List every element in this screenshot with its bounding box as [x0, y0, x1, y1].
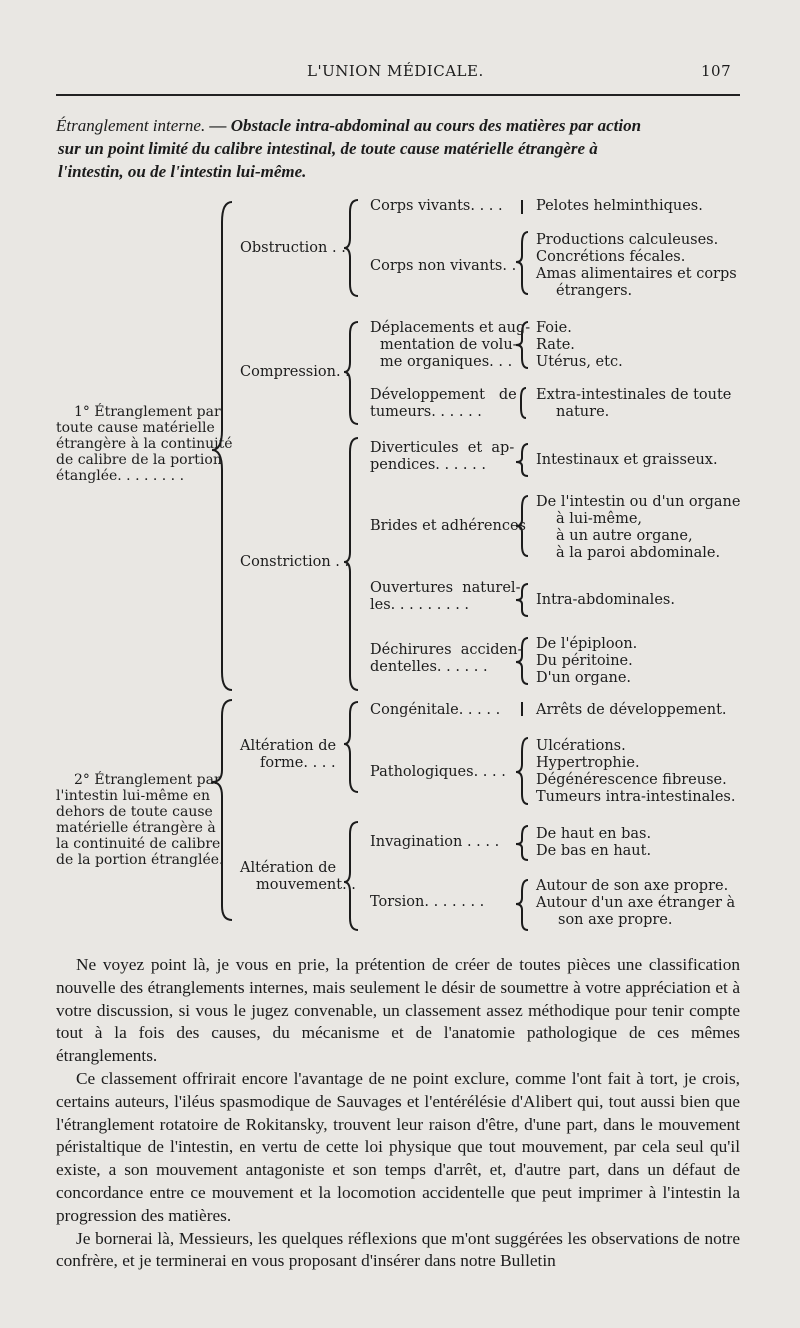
category-1-label — [56, 404, 233, 484]
patho-detail-line: Dégénérescence fibreuse. — [536, 772, 727, 788]
alteration-mouvement-line: mouvement. . — [256, 877, 356, 893]
brides-detail-line: à un autre organe, — [556, 528, 693, 544]
running-header-title: L'UNION MÉDICALE. — [307, 62, 484, 80]
compression-label: Compression. . — [240, 364, 350, 380]
ouvertures-line: les. . . . . . . . . — [370, 597, 470, 613]
extra-line: Extra-intestinales de toute — [536, 387, 732, 403]
alteration-mouvement-label — [240, 860, 356, 894]
diverticules-line: Diverticules et ap- — [370, 440, 515, 456]
invag-detail-line: De bas en haut. — [536, 843, 652, 859]
ouvertures-line: Ouvertures naturel- — [370, 580, 521, 596]
brides-detail-line: à la paroi abdominale. — [556, 545, 721, 561]
cat2-line: 2° Étranglement par — [74, 772, 221, 788]
dechirures-line: Déchirures acciden- — [370, 642, 523, 658]
paragraph-1: Ne voyez point là, je vous en prie, la prétention de créer de toutes pièces une classification nouvelle des étranglements internes, mais seulement le désir de soumettre à votre appréciation et à votre discussion, si vous le jugez convenable, un classement assez méthodique pour tenir compte tout à la fois des causes, du mécanisme et de l'anatomie pathologique de ces mêmes étranglements. — [56, 955, 740, 1066]
organes-line: Rate. — [536, 337, 575, 353]
intro-lead: Étranglement interne. — [56, 116, 206, 135]
patho-detail-line: Tumeurs intra-intestinales. — [536, 789, 736, 805]
deplacements-line: Déplacements et aug- — [370, 320, 531, 336]
brides-detail-line: à lui-même, — [556, 511, 643, 527]
productions-line: Productions calculeuses. — [536, 232, 719, 248]
ouvertures-label — [370, 580, 520, 614]
organes-list — [536, 320, 623, 371]
invag-detail-list — [536, 826, 651, 860]
deplacements-line: mentation de volu- — [380, 337, 518, 353]
pelotes-label: Pelotes helminthiques. — [536, 198, 703, 214]
cat2-line: dehors de toute cause — [56, 804, 213, 820]
intro-line3: l'intestin, ou de l'intestin lui-même. — [58, 162, 307, 181]
developpement-line: Développement de — [370, 387, 517, 403]
dechirures-detail-line: Du péritoine. — [536, 653, 633, 669]
productions-line: Concrétions fécales. — [536, 249, 686, 265]
cat2-line: la continuité de calibre — [56, 836, 221, 852]
dechirures-detail-line: D'un organe. — [536, 670, 632, 686]
developpement-label — [370, 387, 517, 421]
brides-detail-line: De l'intestin ou d'un organe — [536, 494, 741, 510]
intro-line1: — Obstacle intra-abdominal au cours des matières par action — [205, 116, 642, 135]
page-number: 107 — [701, 62, 732, 80]
category-2-label — [56, 772, 224, 868]
alteration-forme-line: Altération de — [240, 738, 337, 754]
brides-detail-list — [536, 494, 740, 562]
diverticules-line: pendices. . . . . . — [370, 457, 486, 473]
corps-vivants-label: Corps vivants. . . . — [370, 198, 503, 214]
alteration-forme-label — [240, 738, 336, 772]
productions-list — [536, 232, 737, 300]
patho-detail-line: Hypertrophie. — [536, 755, 640, 771]
developpement-line: tumeurs. . . . . . — [370, 404, 482, 420]
dechirures-detail-list — [536, 636, 637, 687]
dechirures-label — [370, 642, 522, 676]
corps-non-vivants-label: Corps non vivants. . — [370, 258, 517, 274]
intestinaux-label: Intestinaux et graisseux. — [536, 452, 718, 468]
intra-label: Intra-abdominales. — [536, 592, 675, 608]
alteration-mouvement-line: Altération de — [240, 860, 337, 876]
dechirures-detail-line: De l'épiploon. — [536, 636, 638, 652]
productions-line: étrangers. — [556, 283, 633, 299]
pathologiques-label: Pathologiques. . . . — [370, 764, 506, 780]
cat2-line: matérielle étrangère à — [56, 820, 216, 836]
cat1-line: de calibre de la portion — [56, 452, 222, 468]
obstruction-label: Obstruction . . — [240, 240, 346, 256]
intro-line2: sur un point limité du calibre intestinal, de toute cause matérielle étrangère à — [58, 139, 598, 158]
paragraph-2: Ce classement offrirait encore l'avantage de ne point exclure, comme l'ont fait à tort, je crois, certains auteurs, l'iléus spasmodique de Sauvages et l'entérélésie d'Alibert qui, tout aussi bien que l'étranglement rotatoire de Rokitansky, trouvent leur raison d'être, d'une part, dans le mouvement péristaltique de l'intestin, en vertu de cette loi physique que tout mouvement, par cela seul qu'il existe, a son mouvement antagoniste et son temps d'arrêt, et, d'autre part, dans un défaut de concordance entre ce mouvement et la locomotion accidentelle que peut imprimer à l'intestin la progression des matières. — [56, 1068, 740, 1225]
arrets-label: Arrêts de développement. — [536, 702, 727, 718]
diverticules-label — [370, 440, 514, 474]
constriction-label: Constriction . . — [240, 554, 350, 570]
paragraph-3: Je bornerai là, Messieurs, les quelques réflexions que m'ont suggérées les observations de notre confrère, et je terminerai en vous proposant d'insérer dans notre Bulletin — [56, 1228, 740, 1271]
torsion-label: Torsion. . . . . . . — [370, 894, 485, 910]
extra-line: nature. — [556, 404, 610, 420]
cat2-line: de la portion étranglée. — [56, 852, 224, 868]
body-text — [56, 954, 740, 1273]
torsion-detail-line: Autour d'un axe étranger à — [536, 895, 736, 911]
torsion-detail-line: son axe propre. — [558, 912, 673, 928]
congenitale-label: Congénitale. . . . . — [370, 702, 501, 718]
deplacements-label — [370, 320, 530, 371]
invag-detail-line: De haut en bas. — [536, 826, 652, 842]
cat1-line: étanglée. . . . . . . . — [56, 468, 185, 484]
dechirures-line: dentelles. . . . . . — [370, 659, 488, 675]
cat1-line: toute cause matérielle — [56, 420, 215, 436]
extra-list — [536, 387, 731, 421]
torsion-detail-list — [536, 878, 735, 929]
alteration-forme-line: forme. . . . — [260, 755, 336, 771]
productions-line: Amas alimentaires et corps — [536, 266, 737, 282]
organes-line: Utérus, etc. — [536, 354, 623, 370]
patho-detail-list — [536, 738, 735, 806]
cat2-line: l'intestin lui-même en — [56, 788, 211, 804]
invagination-label: Invagination . . . . — [370, 834, 500, 850]
cat1-line: 1° Étranglement par — [74, 404, 221, 420]
patho-detail-line: Ulcérations. — [536, 738, 626, 754]
torsion-detail-line: Autour de son axe propre. — [536, 878, 729, 894]
organes-line: Foie. — [536, 320, 572, 336]
deplacements-line: me organiques. . . — [380, 354, 513, 370]
cat1-line: étrangère à la continuité — [56, 436, 233, 452]
brides-label: Brides et adhérences — [370, 518, 526, 534]
